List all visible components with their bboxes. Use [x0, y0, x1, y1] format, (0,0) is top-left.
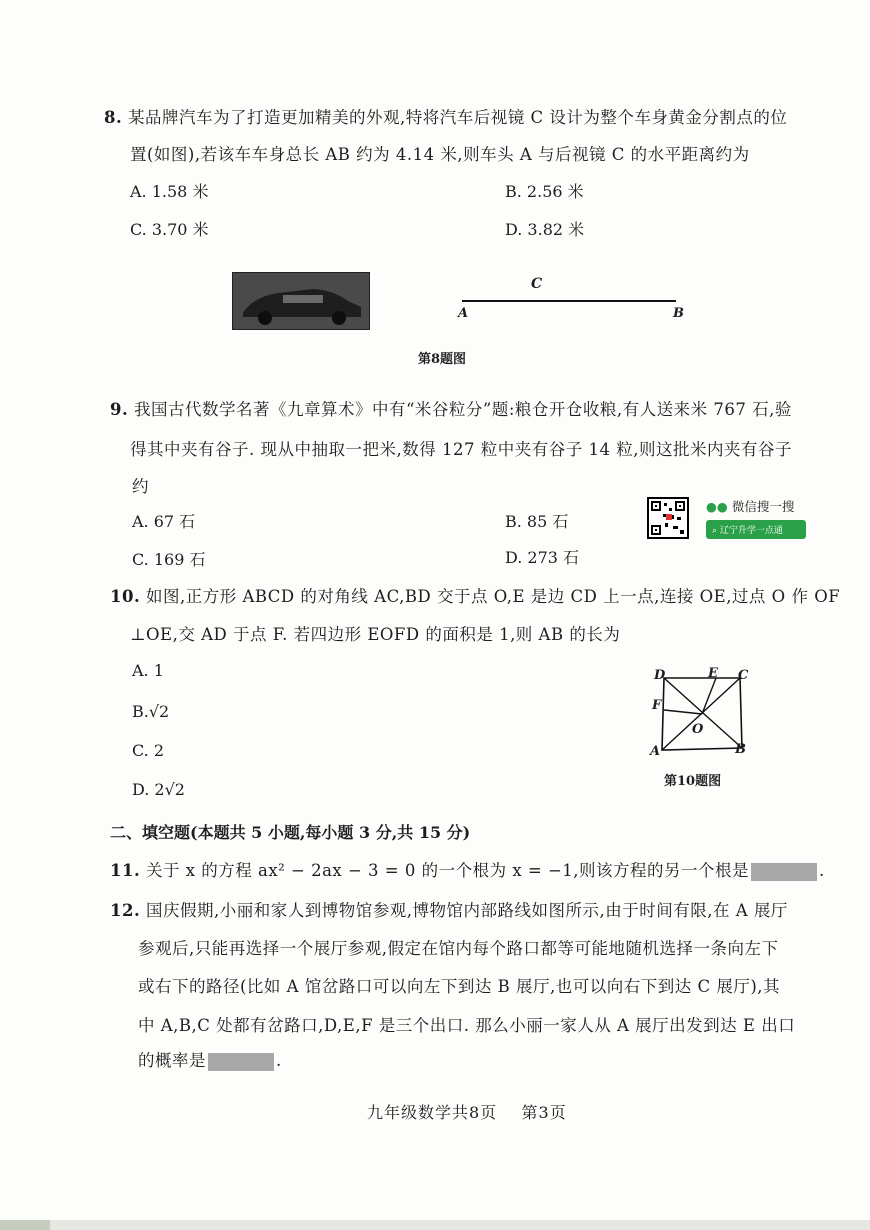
q10-label-c: C	[738, 668, 749, 683]
q12-text-line1: 国庆假期,小丽和家人到博物馆参观,博物馆内部路线如图所示,由于时间有限,在 A 展厅	[145, 901, 788, 920]
wechat-search-row	[706, 497, 856, 515]
q10-label-b: B	[735, 742, 746, 757]
q10-option-b: B.√2	[132, 702, 170, 721]
q11-text-end: .	[819, 861, 825, 880]
q10-text-line1: 如图,正方形 ABCD 的对角线 AC,BD 交于点 O,E 是边 CD 上一点,连接 OE,过点 O 作 OF	[145, 587, 841, 606]
wechat-account-bar[interactable]	[706, 520, 806, 539]
q9-option-b: B. 85 石	[505, 512, 569, 531]
q10-number: 10.	[110, 587, 141, 606]
q12-line1	[110, 897, 788, 921]
q10-text-line2: ⊥OE,交 AD 于点 F. 若四边形 EOFD 的面积是 1,则 AB 的长为	[130, 625, 621, 644]
q10-option-d: D. 2√2	[132, 780, 185, 799]
wechat-icon: ●●	[706, 499, 728, 514]
q10-label-d: D	[654, 668, 666, 683]
q12-text-line5: 的概率是	[138, 1051, 206, 1070]
page-footer: 九年级数学共8页 第3页	[367, 1103, 567, 1122]
search-icon: ⌕	[712, 526, 720, 536]
q10-option-a: A. 1	[132, 661, 164, 680]
q12-text-line4: 中 A,B,C 处都有岔路口,D,E,F 是三个出口. 那么小丽一家人从 A 展厅出发到达 E 出口	[138, 1016, 796, 1035]
q8-segment-figure	[450, 275, 690, 325]
q8-number: 8.	[104, 108, 123, 127]
q12-text-line3: 或右下的路径(比如 A 馆岔路口可以向左下到达 B 展厅,也可以向右下到达 C 展厅),其	[138, 977, 780, 996]
q11-line	[110, 857, 825, 881]
q8-option-b: B. 2.56 米	[505, 182, 584, 201]
q8-text-line1: 某品牌汽车为了打造更加精美的外观,特将汽车后视镜 C 设计为整个车身黄金分割点的位	[127, 108, 788, 127]
q8-label-b: B	[673, 306, 684, 321]
q9-option-a: A. 67 石	[132, 512, 196, 531]
qr-code-icon	[649, 499, 687, 537]
q11-number: 11.	[110, 861, 141, 880]
q9-line1	[110, 396, 792, 420]
car-photo	[232, 272, 370, 330]
section2-title: 二、填空题(本题共 5 小题,每小题 3 分,共 15 分)	[110, 823, 471, 842]
q10-label-a: A	[650, 744, 661, 759]
q10-label-f: F	[652, 698, 662, 713]
q12-answer-blank[interactable]	[208, 1053, 274, 1071]
q12-text-end: .	[276, 1051, 282, 1070]
segment-of	[664, 710, 702, 714]
q8-label-c: C	[531, 276, 543, 292]
q8-line1	[104, 104, 787, 128]
q9-number: 9.	[110, 400, 129, 419]
q9-option-d: D. 273 石	[505, 548, 580, 567]
q11-text: 关于 x 的方程 ax² − 2ax − 3 = 0 的一个根为 x = −1,则该方程的另一个根是	[145, 861, 750, 880]
q9-text-line2: 得其中夹有谷子. 现从中抽取一把米,数得 127 粒中夹有谷子 14 粒,则这批米内夹有谷子	[130, 440, 792, 459]
car-silhouette-icon	[233, 273, 369, 329]
q10-label-o: O	[692, 722, 704, 737]
scan-bottom-edge	[0, 1220, 870, 1230]
q8-option-d: D. 3.82 米	[505, 220, 585, 239]
q8-caption: 第8题图	[418, 352, 467, 367]
q12-text-line2: 参观后,只能再选择一个展厅参观,假定在馆内每个路口都等可能地随机选择一条向左下	[138, 939, 779, 958]
q11-answer-blank[interactable]	[751, 863, 817, 881]
q8-text-line2: 置(如图),若该车车身总长 AB 约为 4.14 米,则车头 A 与后视镜 C 的水平距离约为	[130, 145, 750, 164]
qr-code	[647, 497, 689, 539]
wechat-search-widget[interactable]	[706, 497, 856, 541]
q10-label-e: E	[708, 666, 718, 681]
q8-option-a: A. 1.58 米	[130, 182, 209, 201]
q12-number: 12.	[110, 901, 141, 920]
q10-line1	[110, 583, 840, 607]
q9-option-c: C. 169 石	[132, 550, 206, 569]
segment-oe	[702, 678, 716, 714]
q10-option-c: C. 2	[132, 741, 165, 760]
wechat-search-text: 微信搜一搜	[731, 499, 795, 514]
q10-caption: 第10题图	[664, 774, 722, 789]
q9-text-line1: 我国古代数学名著《九章算术》中有“米谷粒分”题:粮仓开仓收粮,有人送来米 767 石,验	[133, 400, 792, 419]
q8-label-a: A	[458, 306, 469, 321]
wechat-account-name: 辽宁升学一点通	[719, 526, 783, 536]
q9-text-line3: 约	[132, 477, 149, 496]
q12-line5	[138, 1047, 282, 1071]
q8-option-c: C. 3.70 米	[130, 220, 209, 239]
